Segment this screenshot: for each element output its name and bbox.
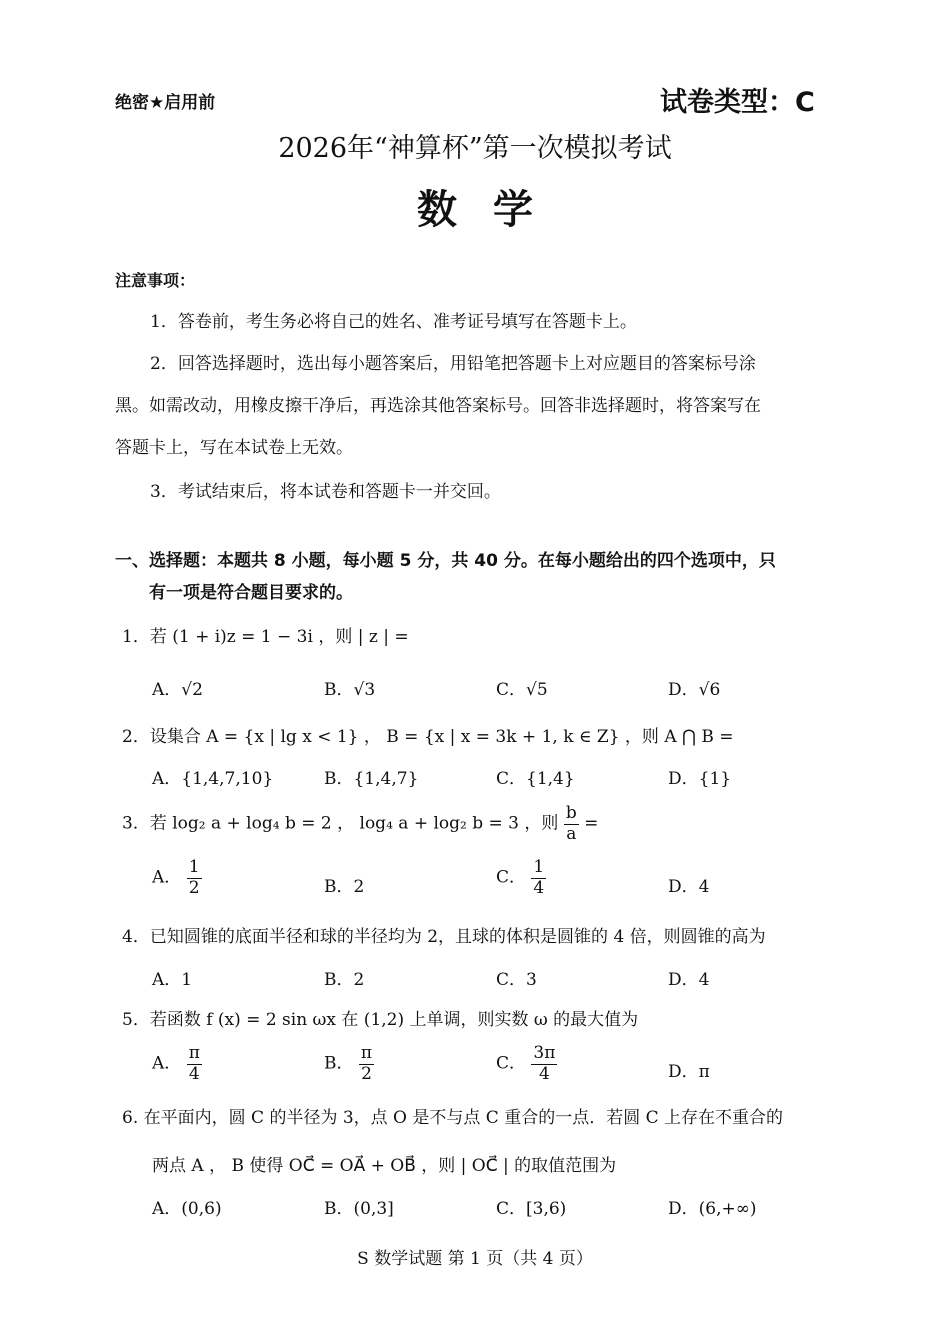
q1-option-c: C．√5 bbox=[496, 680, 548, 700]
q6-option-d: D．(6,+∞) bbox=[668, 1199, 757, 1219]
subject-title: 数学 bbox=[417, 186, 569, 233]
q3-option-d: D．4 bbox=[668, 877, 710, 897]
q4-option-c: C．3 bbox=[496, 970, 537, 990]
q4-option-b: B．2 bbox=[324, 970, 365, 990]
q5-option-a bbox=[152, 1044, 202, 1084]
frac-num: 1 bbox=[188, 857, 200, 877]
option-fraction bbox=[531, 1044, 557, 1084]
question-6-stem-line2: 两点 A ， B 使得 OC⃗ = OA⃗ + OB⃗ ，则 | OC⃗ | 的取值范围为 bbox=[152, 1156, 617, 1176]
option-fraction bbox=[187, 858, 202, 898]
q4-option-d: D．4 bbox=[668, 970, 710, 990]
top-secret-label: 绝密★启用前 bbox=[115, 93, 216, 113]
frac-den: 4 bbox=[188, 1063, 200, 1084]
question-6-stem: 6. 在平面内，圆 C 的半径为 3，点 O 是不与点 C 重合的一点．若圆 C 上存在不重合的 bbox=[122, 1108, 784, 1128]
q5-option-d: D．π bbox=[668, 1062, 710, 1082]
q6-option-b: B．(0,3] bbox=[324, 1199, 394, 1219]
option-label: C． bbox=[496, 867, 527, 888]
option-label: A． bbox=[152, 867, 182, 888]
note-item: 3．考试结束后，将本试卷和答题卡一并交回。 bbox=[150, 482, 501, 502]
q6-option-a: A．(0,6) bbox=[152, 1199, 222, 1219]
q3-fraction bbox=[564, 804, 579, 844]
frac-num: 3π bbox=[533, 1043, 556, 1063]
section-heading bbox=[115, 545, 776, 609]
paper-type: 试卷类型：C bbox=[660, 87, 815, 118]
q2-option-b: B．{1,4,7} bbox=[324, 769, 419, 789]
note-item: 黑。如需改动，用橡皮擦干净后，再选涂其他答案标号。回答非选择题时，将答案写在 bbox=[115, 396, 761, 416]
note-item: 答题卡上，写在本试卷上无效。 bbox=[115, 438, 353, 458]
option-fraction bbox=[359, 1044, 374, 1084]
frac-den: a bbox=[566, 823, 577, 844]
q3-equals: = bbox=[578, 813, 599, 834]
option-fraction bbox=[187, 1044, 202, 1084]
option-label: C． bbox=[496, 1053, 527, 1074]
frac-den: 4 bbox=[539, 1063, 550, 1084]
question-1-stem: 1．若 (1 + i)z = 1 − 3i ，则 | z | = bbox=[122, 627, 409, 647]
option-label: B． bbox=[324, 1053, 354, 1074]
q3-option-a bbox=[152, 858, 202, 898]
exam-title: 2026年“神算杯”第一次模拟考试 bbox=[278, 133, 672, 164]
q2-option-a: A．{1,4,7,10} bbox=[152, 769, 274, 789]
q5-option-b bbox=[324, 1044, 374, 1084]
notes-heading: 注意事项： bbox=[115, 271, 196, 290]
q2-option-c: C．{1,4} bbox=[496, 769, 575, 789]
q6-option-c: C．[3,6) bbox=[496, 1199, 567, 1219]
question-5-stem: 5．若函数 f (x) = 2 sin ωx 在 (1,2) 上单调，则实数 ω 的最大值为 bbox=[122, 1010, 639, 1030]
frac-den: 2 bbox=[188, 877, 200, 898]
question-2-stem: 2．设集合 A = {x | lg x < 1} ， B = {x | x = 3k + 1, k ∈ Z} ，则 A ⋂ B = bbox=[122, 727, 734, 747]
section-heading-line2: 有一项是符合题目要求的。 bbox=[149, 583, 353, 603]
note-item: 1．答卷前，考生务必将自己的姓名、准考证号填写在答题卡上。 bbox=[150, 312, 637, 332]
q4-option-a: A．1 bbox=[152, 970, 193, 990]
q1-option-a: A．√2 bbox=[152, 680, 203, 700]
page-footer: S 数学试题 第 1 页（共 4 页） bbox=[357, 1249, 593, 1269]
q1-option-d: D．√6 bbox=[668, 680, 721, 700]
q3-option-b: B．2 bbox=[324, 877, 365, 897]
frac-den: 4 bbox=[533, 877, 545, 898]
frac-num: b bbox=[565, 803, 577, 823]
q2-option-d: D．{1} bbox=[668, 769, 732, 789]
frac-num: π bbox=[360, 1043, 373, 1063]
frac-num: π bbox=[188, 1043, 200, 1063]
frac-den: 2 bbox=[361, 1063, 372, 1084]
question-3 bbox=[122, 804, 598, 844]
option-label: A． bbox=[152, 1053, 182, 1074]
question-3-stem: 3．若 log₂ a + log₄ b = 2 ， log₄ a + log₂ b = 3 ，则 bbox=[122, 813, 559, 834]
q3-option-c bbox=[496, 858, 546, 898]
q5-option-c bbox=[496, 1044, 557, 1084]
option-fraction bbox=[531, 858, 546, 898]
frac-num: 1 bbox=[533, 857, 545, 877]
note-item: 2．回答选择题时，选出每小题答案后，用铅笔把答题卡上对应题目的答案标号涂 bbox=[150, 354, 756, 374]
section-heading-line1: 一、选择题：本题共 8 小题，每小题 5 分，共 40 分。在每小题给出的四个选项中，只 bbox=[115, 551, 776, 571]
q1-option-b: B．√3 bbox=[324, 680, 376, 700]
question-4-stem: 4．已知圆锥的底面半径和球的半径均为 2，且球的体积是圆锥的 4 倍，则圆锥的高为 bbox=[122, 927, 766, 947]
